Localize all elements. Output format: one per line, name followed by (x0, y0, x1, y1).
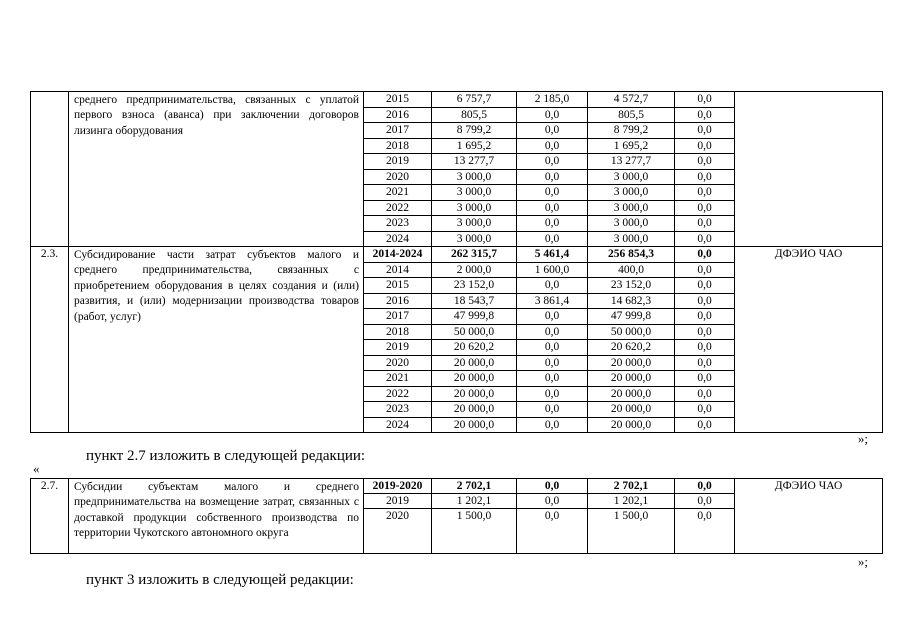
cell-year: 2024 (364, 231, 432, 247)
cell-okr: 3 000,0 (588, 200, 675, 216)
measure-description: среднего предпринимательства, связанных с уплатой первого взноса (аванса) при заключении договоров лизинга оборудования (69, 92, 364, 247)
cell-okr: 805,5 (588, 107, 675, 123)
cell-year: 2020 (364, 169, 432, 185)
cell-fed: 0,0 (517, 479, 588, 494)
cell-year: 2017 (364, 309, 432, 325)
paragraph-instruction-2-7: пункт 2.7 изложить в следующей редакции: (86, 448, 366, 464)
program-table-continued (30, 91, 883, 433)
cell-other: 0,0 (675, 309, 735, 325)
cell-fed: 0,0 (517, 216, 588, 232)
cell-other: 0,0 (675, 509, 735, 554)
cell-okr: 20 000,0 (588, 371, 675, 387)
cell-okr: 20 000,0 (588, 402, 675, 418)
cell-total: 2 000,0 (432, 262, 517, 278)
cell-total: 20 000,0 (432, 371, 517, 387)
cell-total: 20 000,0 (432, 355, 517, 371)
cell-other: 0,0 (675, 247, 735, 263)
cell-fed: 0,0 (517, 340, 588, 356)
cell-year: 2023 (364, 216, 432, 232)
cell-okr: 14 682,3 (588, 293, 675, 309)
table-row (31, 92, 883, 108)
cell-total: 13 277,7 (432, 154, 517, 170)
cell-year: 2021 (364, 185, 432, 201)
cell-other: 0,0 (675, 355, 735, 371)
cell-other: 0,0 (675, 340, 735, 356)
closing-quote: »; (857, 431, 868, 446)
cell-total: 50 000,0 (432, 324, 517, 340)
cell-fed: 0,0 (517, 509, 588, 554)
cell-other: 0,0 (675, 386, 735, 402)
cell-other: 0,0 (675, 494, 735, 509)
cell-fed: 5 461,4 (517, 247, 588, 263)
cell-total: 23 152,0 (432, 278, 517, 294)
cell-fed: 2 185,0 (517, 92, 588, 108)
cell-year: 2019 (364, 154, 432, 170)
cell-year: 2020 (364, 509, 432, 554)
cell-other: 0,0 (675, 293, 735, 309)
cell-fed: 3 861,4 (517, 293, 588, 309)
cell-other: 0,0 (675, 185, 735, 201)
cell-fed: 0,0 (517, 278, 588, 294)
table-row (31, 479, 883, 494)
measure-description: Субсидирование части затрат субъектов малого и среднего предпринимательства, связанных с приобретением оборудования в целях создания и (или) развития, и (или) модернизации производства товаров (работ, услуг) (69, 247, 364, 433)
cell-okr: 50 000,0 (588, 324, 675, 340)
row-index: 2.3. (31, 247, 69, 433)
cell-okr: 20 000,0 (588, 355, 675, 371)
cell-total: 3 000,0 (432, 216, 517, 232)
cell-year: 2014 (364, 262, 432, 278)
responsible-executor: ДФЭИО ЧАО (735, 247, 883, 433)
cell-total: 18 543,7 (432, 293, 517, 309)
row-index (31, 92, 69, 247)
cell-total: 1 500,0 (432, 509, 517, 554)
cell-total: 262 315,7 (432, 247, 517, 263)
cell-fed: 0,0 (517, 123, 588, 139)
cell-total: 20 000,0 (432, 402, 517, 418)
cell-fed: 0,0 (517, 417, 588, 433)
cell-total: 20 620,2 (432, 340, 517, 356)
cell-total: 3 000,0 (432, 231, 517, 247)
cell-year: 2018 (364, 138, 432, 154)
cell-other: 0,0 (675, 92, 735, 108)
cell-other: 0,0 (675, 479, 735, 494)
cell-total: 2 702,1 (432, 479, 517, 494)
cell-total: 1 695,2 (432, 138, 517, 154)
cell-fed: 0,0 (517, 386, 588, 402)
cell-fed: 1 600,0 (517, 262, 588, 278)
cell-fed: 0,0 (517, 494, 588, 509)
cell-year: 2015 (364, 92, 432, 108)
cell-total: 47 999,8 (432, 309, 517, 325)
cell-okr: 8 799,2 (588, 123, 675, 139)
cell-okr: 3 000,0 (588, 231, 675, 247)
cell-fed: 0,0 (517, 169, 588, 185)
closing-quote: »; (857, 554, 868, 569)
cell-year: 2023 (364, 402, 432, 418)
program-table-item-2-7 (30, 478, 883, 554)
cell-total: 3 000,0 (432, 169, 517, 185)
cell-fed: 0,0 (517, 231, 588, 247)
cell-year: 2024 (364, 417, 432, 433)
cell-other: 0,0 (675, 278, 735, 294)
cell-year: 2020 (364, 355, 432, 371)
cell-year: 2017 (364, 123, 432, 139)
cell-okr: 4 572,7 (588, 92, 675, 108)
cell-okr: 3 000,0 (588, 216, 675, 232)
cell-year: 2021 (364, 371, 432, 387)
cell-year: 2019 (364, 494, 432, 509)
cell-fed: 0,0 (517, 324, 588, 340)
cell-okr: 1 695,2 (588, 138, 675, 154)
cell-year: 2016 (364, 107, 432, 123)
cell-fed: 0,0 (517, 200, 588, 216)
cell-fed: 0,0 (517, 309, 588, 325)
cell-total: 1 202,1 (432, 494, 517, 509)
paragraph-instruction-3: пункт 3 изложить в следующей редакции: (86, 572, 354, 588)
cell-fed: 0,0 (517, 107, 588, 123)
cell-other: 0,0 (675, 169, 735, 185)
cell-total: 6 757,7 (432, 92, 517, 108)
cell-okr: 3 000,0 (588, 185, 675, 201)
cell-year: 2018 (364, 324, 432, 340)
responsible-executor (735, 92, 883, 247)
cell-other: 0,0 (675, 107, 735, 123)
cell-total: 8 799,2 (432, 123, 517, 139)
cell-other: 0,0 (675, 154, 735, 170)
cell-okr: 400,0 (588, 262, 675, 278)
cell-year: 2022 (364, 200, 432, 216)
cell-total: 3 000,0 (432, 200, 517, 216)
cell-okr: 1 500,0 (588, 509, 675, 554)
cell-year: 2019-2020 (364, 479, 432, 494)
cell-okr: 20 000,0 (588, 386, 675, 402)
cell-year: 2015 (364, 278, 432, 294)
cell-other: 0,0 (675, 216, 735, 232)
cell-okr: 47 999,8 (588, 309, 675, 325)
cell-other: 0,0 (675, 200, 735, 216)
cell-total: 3 000,0 (432, 185, 517, 201)
cell-okr: 13 277,7 (588, 154, 675, 170)
cell-total: 805,5 (432, 107, 517, 123)
measure-description: Субсидии субъектам малого и среднего предпринимательства на возмещение затрат, связанных с доставкой продукции собственного производства по территории Чукотского автономного округа (69, 479, 364, 554)
table-row (31, 247, 883, 263)
cell-other: 0,0 (675, 123, 735, 139)
cell-other: 0,0 (675, 402, 735, 418)
cell-other: 0,0 (675, 324, 735, 340)
cell-fed: 0,0 (517, 355, 588, 371)
cell-other: 0,0 (675, 262, 735, 278)
cell-year: 2016 (364, 293, 432, 309)
cell-year: 2014-2024 (364, 247, 432, 263)
cell-okr: 20 000,0 (588, 417, 675, 433)
opening-quote: « (33, 461, 40, 476)
cell-year: 2022 (364, 386, 432, 402)
cell-fed: 0,0 (517, 185, 588, 201)
cell-fed: 0,0 (517, 371, 588, 387)
cell-fed: 0,0 (517, 402, 588, 418)
cell-total: 20 000,0 (432, 386, 517, 402)
responsible-executor: ДФЭИО ЧАО (735, 479, 883, 554)
cell-total: 20 000,0 (432, 417, 517, 433)
cell-other: 0,0 (675, 371, 735, 387)
row-index: 2.7. (31, 479, 69, 554)
cell-fed: 0,0 (517, 154, 588, 170)
cell-other: 0,0 (675, 417, 735, 433)
cell-fed: 0,0 (517, 138, 588, 154)
cell-other: 0,0 (675, 231, 735, 247)
cell-okr: 20 620,2 (588, 340, 675, 356)
cell-okr: 2 702,1 (588, 479, 675, 494)
cell-okr: 23 152,0 (588, 278, 675, 294)
cell-okr: 1 202,1 (588, 494, 675, 509)
cell-okr: 3 000,0 (588, 169, 675, 185)
cell-other: 0,0 (675, 138, 735, 154)
cell-year: 2019 (364, 340, 432, 356)
cell-okr: 256 854,3 (588, 247, 675, 263)
